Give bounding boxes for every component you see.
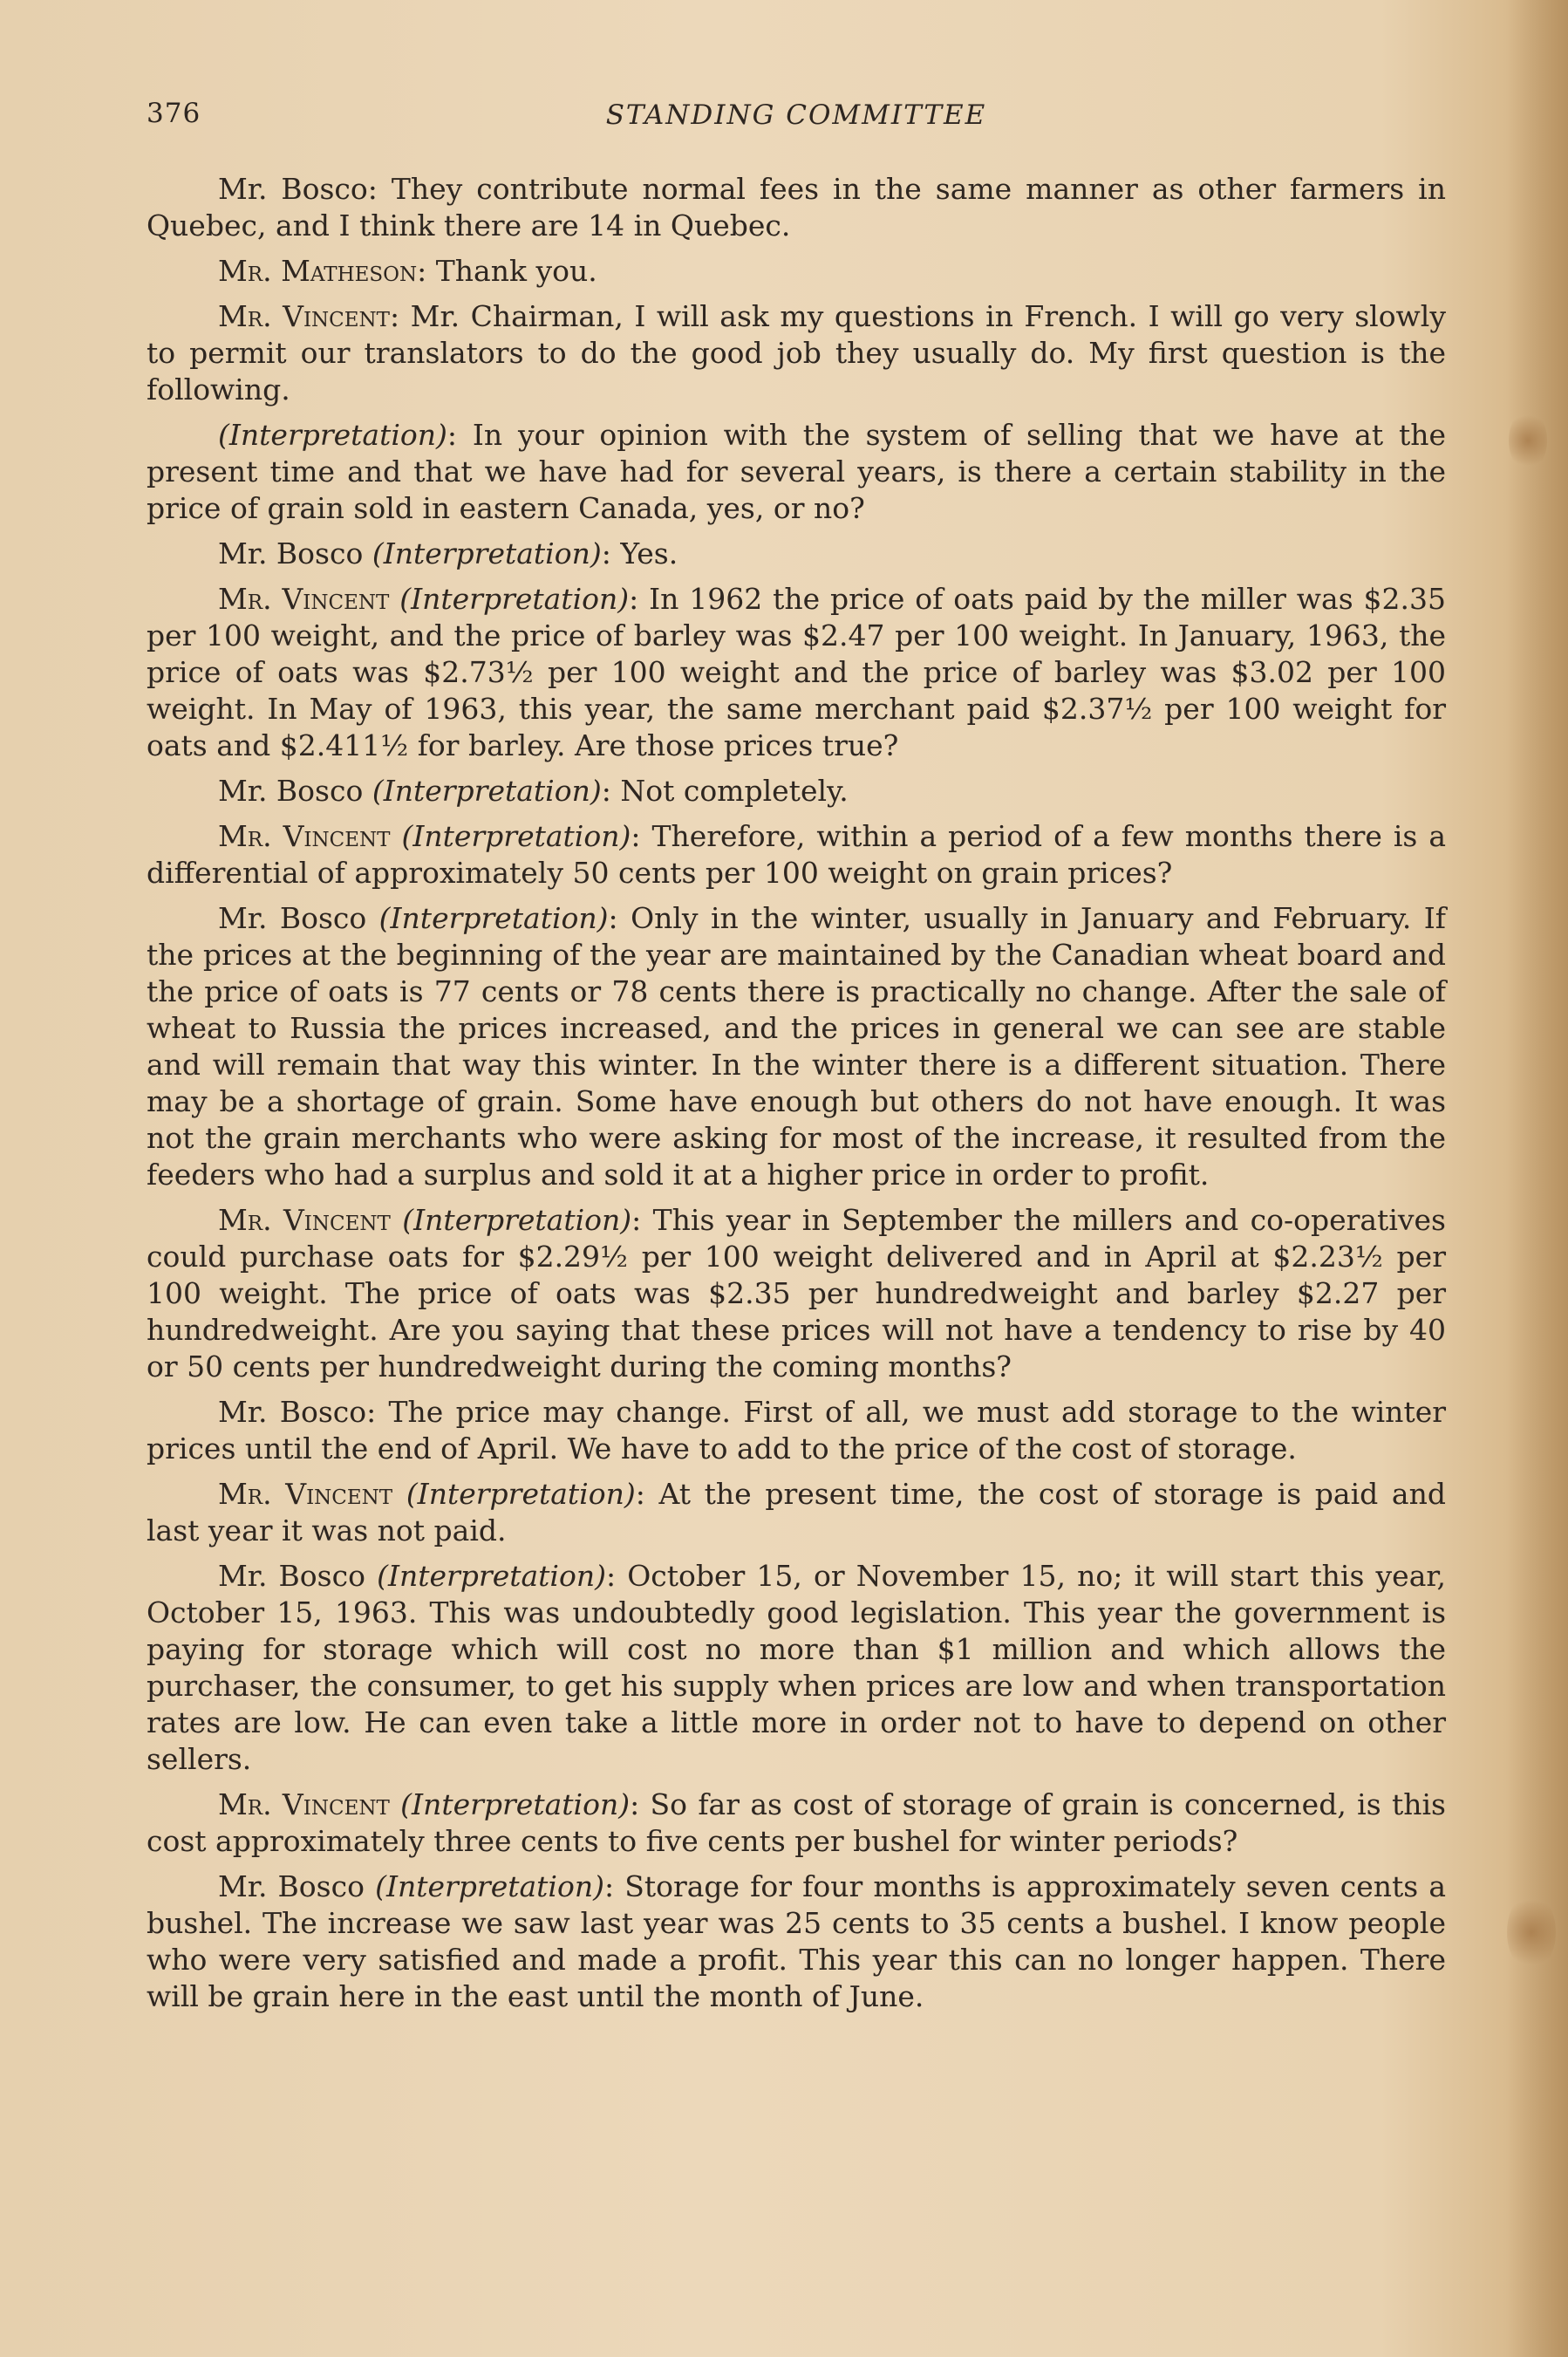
paragraph-text: : This year in September the millers and co-operatives could purchase oats for $2.29½ per 100 weight delivered and in April at $2.23½ per 100 weight. The price of oats was $2.35 per hundredweight and barley $2.27 per hundredweight. Are you saying that these prices will not have a tendency to rise by 40 or 50 cents per hundredweight during the coming months?	[147, 1203, 1446, 1383]
transcript-paragraph	[147, 1394, 1446, 1467]
paragraph-text: : Therefore, within a period of a few months there is a differential of approximately 50 cents per 100 weight on grain prices?	[147, 819, 1447, 890]
transcript-paragraph	[147, 773, 1446, 810]
transcript-paragraph	[147, 298, 1446, 408]
interpretation-tag: (Interpretation)	[372, 536, 602, 570]
speaker-name: Mr. Bosco	[218, 172, 368, 206]
interpretation-tag: (Interpretation)	[401, 819, 631, 853]
paragraph-text: : So far as cost of storage of grain is concerned, is this cost approximately three cents to five cents per bushel for winter periods?	[147, 1787, 1446, 1858]
transcript-paragraph	[147, 818, 1446, 892]
paragraph-text: : Not completely.	[601, 774, 849, 808]
paragraph-text: : In 1962 the price of oats paid by the miller was $2.35 per 100 weight, and the price of barley was $2.47 per 100 weight. In January, 1963, the price of oats was $2.73½ per 100 weight and the price of barley was $3.02 per 100 weight. In May of 1963, this year, the same merchant paid $2.37½ per 100 weight for oats and $2.411½ for barley. Are those prices true?	[147, 582, 1446, 762]
interpretation-tag: (Interpretation)	[372, 774, 602, 808]
transcript-paragraph	[147, 1202, 1446, 1385]
paper-stain	[1509, 410, 1547, 471]
paragraph-text: : In your opinion with the system of selling that we have at the present time and that we have had for several years, is there a certain stability in the price of grain sold in eastern Canada, yes, or no?	[147, 418, 1446, 525]
paragraph-text: : The price may change. First of all, we must add storage to the winter prices until the end of April. We have to add to the price of the cost of storage.	[147, 1395, 1447, 1465]
transcript-paragraph	[147, 171, 1446, 244]
speaker-name: Mr. Bosco	[218, 1869, 365, 1903]
interpretation-tag: (Interpretation)	[378, 901, 609, 935]
transcript-paragraph	[147, 417, 1446, 527]
interpretation-tag: (Interpretation)	[399, 582, 630, 616]
interpretation-tag: (Interpretation)	[375, 1869, 604, 1903]
speaker-name: Mr. Vincent	[218, 1203, 391, 1237]
transcript-paragraph	[147, 1869, 1446, 2015]
speaker-name: Mr. Bosco	[218, 1559, 365, 1593]
transcript-paragraph	[147, 1476, 1446, 1549]
transcript-paragraph	[147, 581, 1446, 764]
body-text	[147, 171, 1446, 2024]
interpretation-tag: (Interpretation)	[402, 1203, 632, 1237]
speaker-name: Mr. Vincent	[218, 819, 391, 853]
page-header	[147, 98, 1446, 141]
page-number: 376	[147, 98, 201, 129]
paragraph-text: : October 15, or November 15, no; it will start this year, October 15, 1963. This was undoubtedly good legislation. This year the government is paying for storage which will cost no more than $1 million and which allows the purchaser, the consumer, to get his supply when prices are low and when transportation rates are low. He can even take a little more in order not to have to depend on other sellers.	[147, 1559, 1447, 1776]
transcript-paragraph	[147, 900, 1446, 1193]
paragraph-text: : Thank you.	[417, 254, 597, 288]
running-head: STANDING COMMITTEE	[605, 99, 987, 131]
paragraph-text: : Yes.	[601, 536, 678, 570]
speaker-name: Mr. Bosco	[218, 774, 364, 808]
paragraph-text: : Mr. Chairman, I will ask my questions in French. I will go very slowly to permit our translators to do the good job they usually do. My first question is the following.	[147, 299, 1446, 406]
paper-stain	[1507, 1893, 1556, 1971]
speaker-name: Mr. Vincent	[218, 1477, 393, 1511]
paragraph-text: : They contribute normal fees in the same manner as other farmers in Quebec, and I think there are 14 in Quebec.	[147, 172, 1446, 243]
page-edge-shadow	[1507, 0, 1568, 2357]
transcript-paragraph	[147, 536, 1446, 572]
speaker-name: Mr. Bosco	[218, 1395, 367, 1429]
transcript-paragraph	[147, 1558, 1446, 1778]
speaker-name: Mr. Matheson	[218, 254, 418, 288]
transcript-paragraph	[147, 253, 1446, 290]
speaker-name: Mr. Vincent	[218, 1787, 390, 1821]
paragraph-text: : Only in the winter, usually in January and February. If the prices at the beginning of the year are maintained by the Canadian wheat board and the price of oats is 77 cents or 78 cents there is practically no change. After the sale of wheat to Russia the prices increased, and the prices in general we can see are stable and will remain that way this winter. In the winter there is a different situation. There may be a shortage of grain. Some have enough but others do not have enough. It was not the grain merchants who were asking for most of the increase, it resulted from the feeders who had a surplus and sold it at a higher price in order to profit.	[147, 901, 1446, 1192]
paragraph-text: : At the present time, the cost of storage is paid and last year it was not paid.	[147, 1477, 1446, 1547]
speaker-name: Mr. Bosco	[218, 901, 367, 935]
interpretation-tag: (Interpretation)	[218, 418, 447, 452]
transcript-paragraph	[147, 1787, 1446, 1860]
interpretation-tag: (Interpretation)	[400, 1787, 631, 1821]
speaker-name: Mr. Bosco	[218, 536, 364, 570]
interpretation-tag: (Interpretation)	[406, 1477, 636, 1511]
speaker-name: Mr. Vincent	[218, 582, 390, 616]
interpretation-tag: (Interpretation)	[377, 1559, 606, 1593]
speaker-name: Mr. Vincent	[218, 299, 391, 333]
paragraph-text: : Storage for four months is approximately seven cents a bushel. The increase we saw last year was 25 cents to 35 cents a bushel. I know people who were very satisfied and made a profit. This year this can no longer happen. There will be grain here in the east until the month of June.	[147, 1869, 1446, 2013]
